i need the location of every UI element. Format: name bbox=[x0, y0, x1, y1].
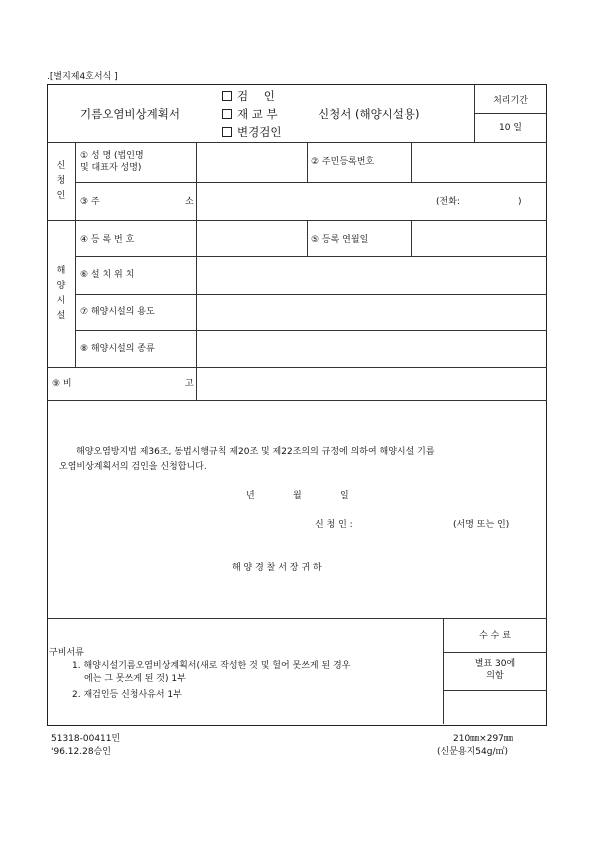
title-option-reissue: 재 교 부 bbox=[222, 107, 278, 121]
mid-col-divider bbox=[307, 220, 308, 256]
date-year-label: 년 bbox=[246, 491, 255, 501]
address-label-end: 소 bbox=[185, 197, 194, 207]
fee-divider bbox=[443, 652, 547, 653]
row-divider bbox=[47, 400, 547, 401]
registration-date-field[interactable] bbox=[412, 221, 546, 256]
recipient-label: 해 양 경 찰 서 장 귀 하 bbox=[232, 563, 322, 573]
documents-label: 구비서류 bbox=[49, 648, 84, 658]
form-code: 51318-00411민 bbox=[51, 734, 121, 744]
mid-col-divider bbox=[307, 142, 308, 182]
facility-type-label: ⑧ 해양시설의 종류 bbox=[80, 344, 155, 354]
document-item-1: 1. 해양시설기름오염비상계획서(새로 작성한 것 및 헐어 못쓰게 된 경우 bbox=[72, 661, 351, 671]
applicant-section-label: 신 청 인 bbox=[56, 161, 66, 201]
location-field[interactable] bbox=[197, 257, 546, 294]
address-label: ③ 주 bbox=[80, 197, 100, 207]
statement-line-1: 해양오염방지법 제36조, 동법시행규칙 제20조 및 제22조의의 규정에 의하여 해양시설 기름 bbox=[76, 447, 435, 457]
fee-value-cont: 의함 bbox=[486, 671, 504, 681]
name-field[interactable] bbox=[197, 143, 307, 182]
statement-line-2: 오염비상계획서의 검인을 신청합니다. bbox=[59, 462, 207, 472]
facility-section-label: 해 양 시 설 bbox=[56, 266, 66, 321]
remarks-field[interactable] bbox=[197, 368, 546, 400]
title-option-change: 변경검인 bbox=[222, 125, 281, 139]
remarks-label-end: 고 bbox=[185, 379, 194, 389]
approval-date: '96.12.28승인 bbox=[51, 747, 111, 757]
location-label: ⑥ 설 치 위 치 bbox=[80, 270, 135, 280]
registration-date-label: ⑤ 등록 연월일 bbox=[311, 235, 369, 245]
fee-divider bbox=[443, 690, 547, 691]
document-item-2: 2. 재검인등 신청사유서 1부 bbox=[72, 690, 182, 700]
document-item-1-cont: 에는 그 못쓰게 된 것) 1부 bbox=[84, 674, 186, 684]
title-main: 기름오염비상계획서 bbox=[80, 107, 180, 121]
facility-type-field[interactable] bbox=[197, 331, 546, 367]
processing-value: 10 일 bbox=[498, 123, 522, 133]
id-number-field[interactable] bbox=[412, 143, 546, 182]
address-field[interactable] bbox=[197, 183, 427, 220]
paper-size: 210㎜×297㎜ bbox=[453, 734, 513, 744]
checkbox-change[interactable] bbox=[222, 127, 232, 137]
remarks-label: ⑨ 비 bbox=[52, 379, 72, 389]
processing-divider bbox=[474, 113, 547, 114]
checkbox-reissue[interactable] bbox=[222, 109, 232, 119]
fee-label: 수 수 료 bbox=[479, 631, 511, 641]
title-suffix: 신청서 (해양시설용) bbox=[318, 107, 420, 121]
registration-number-field[interactable] bbox=[197, 221, 307, 256]
applicant-sign-label: 신 청 인 : bbox=[315, 520, 353, 530]
processing-label: 처리기간 bbox=[493, 96, 528, 106]
paper-spec: (신문용지54g/㎡) bbox=[437, 747, 508, 757]
fee-value: 별표 30에 bbox=[474, 659, 516, 669]
signature-note: (서명 또는 인) bbox=[453, 520, 510, 530]
phone-label: (전화: bbox=[436, 197, 460, 207]
name-label: ① 성 명 (법인명 bbox=[80, 151, 144, 161]
name-label-cont: 및 대표자 성명) bbox=[80, 163, 142, 173]
section-col-divider bbox=[75, 142, 76, 367]
date-month-label: 월 bbox=[293, 491, 302, 501]
date-day-label: 일 bbox=[340, 491, 349, 501]
id-number-label: ② 주민등록번호 bbox=[311, 157, 375, 167]
form-number-tag: .[별지제4호서식 ] bbox=[47, 72, 118, 82]
checkbox-inspection[interactable] bbox=[222, 91, 232, 101]
row-divider bbox=[47, 618, 547, 619]
applicant-sign-field[interactable] bbox=[370, 514, 445, 534]
phone-field[interactable] bbox=[466, 190, 514, 212]
registration-number-label: ④ 등 록 번 호 bbox=[80, 235, 135, 245]
facility-use-label: ⑦ 해양시설의 용도 bbox=[80, 307, 155, 317]
facility-use-field[interactable] bbox=[197, 295, 546, 330]
phone-close: ) bbox=[518, 197, 522, 207]
title-option-inspection: 검 인 bbox=[222, 89, 281, 103]
